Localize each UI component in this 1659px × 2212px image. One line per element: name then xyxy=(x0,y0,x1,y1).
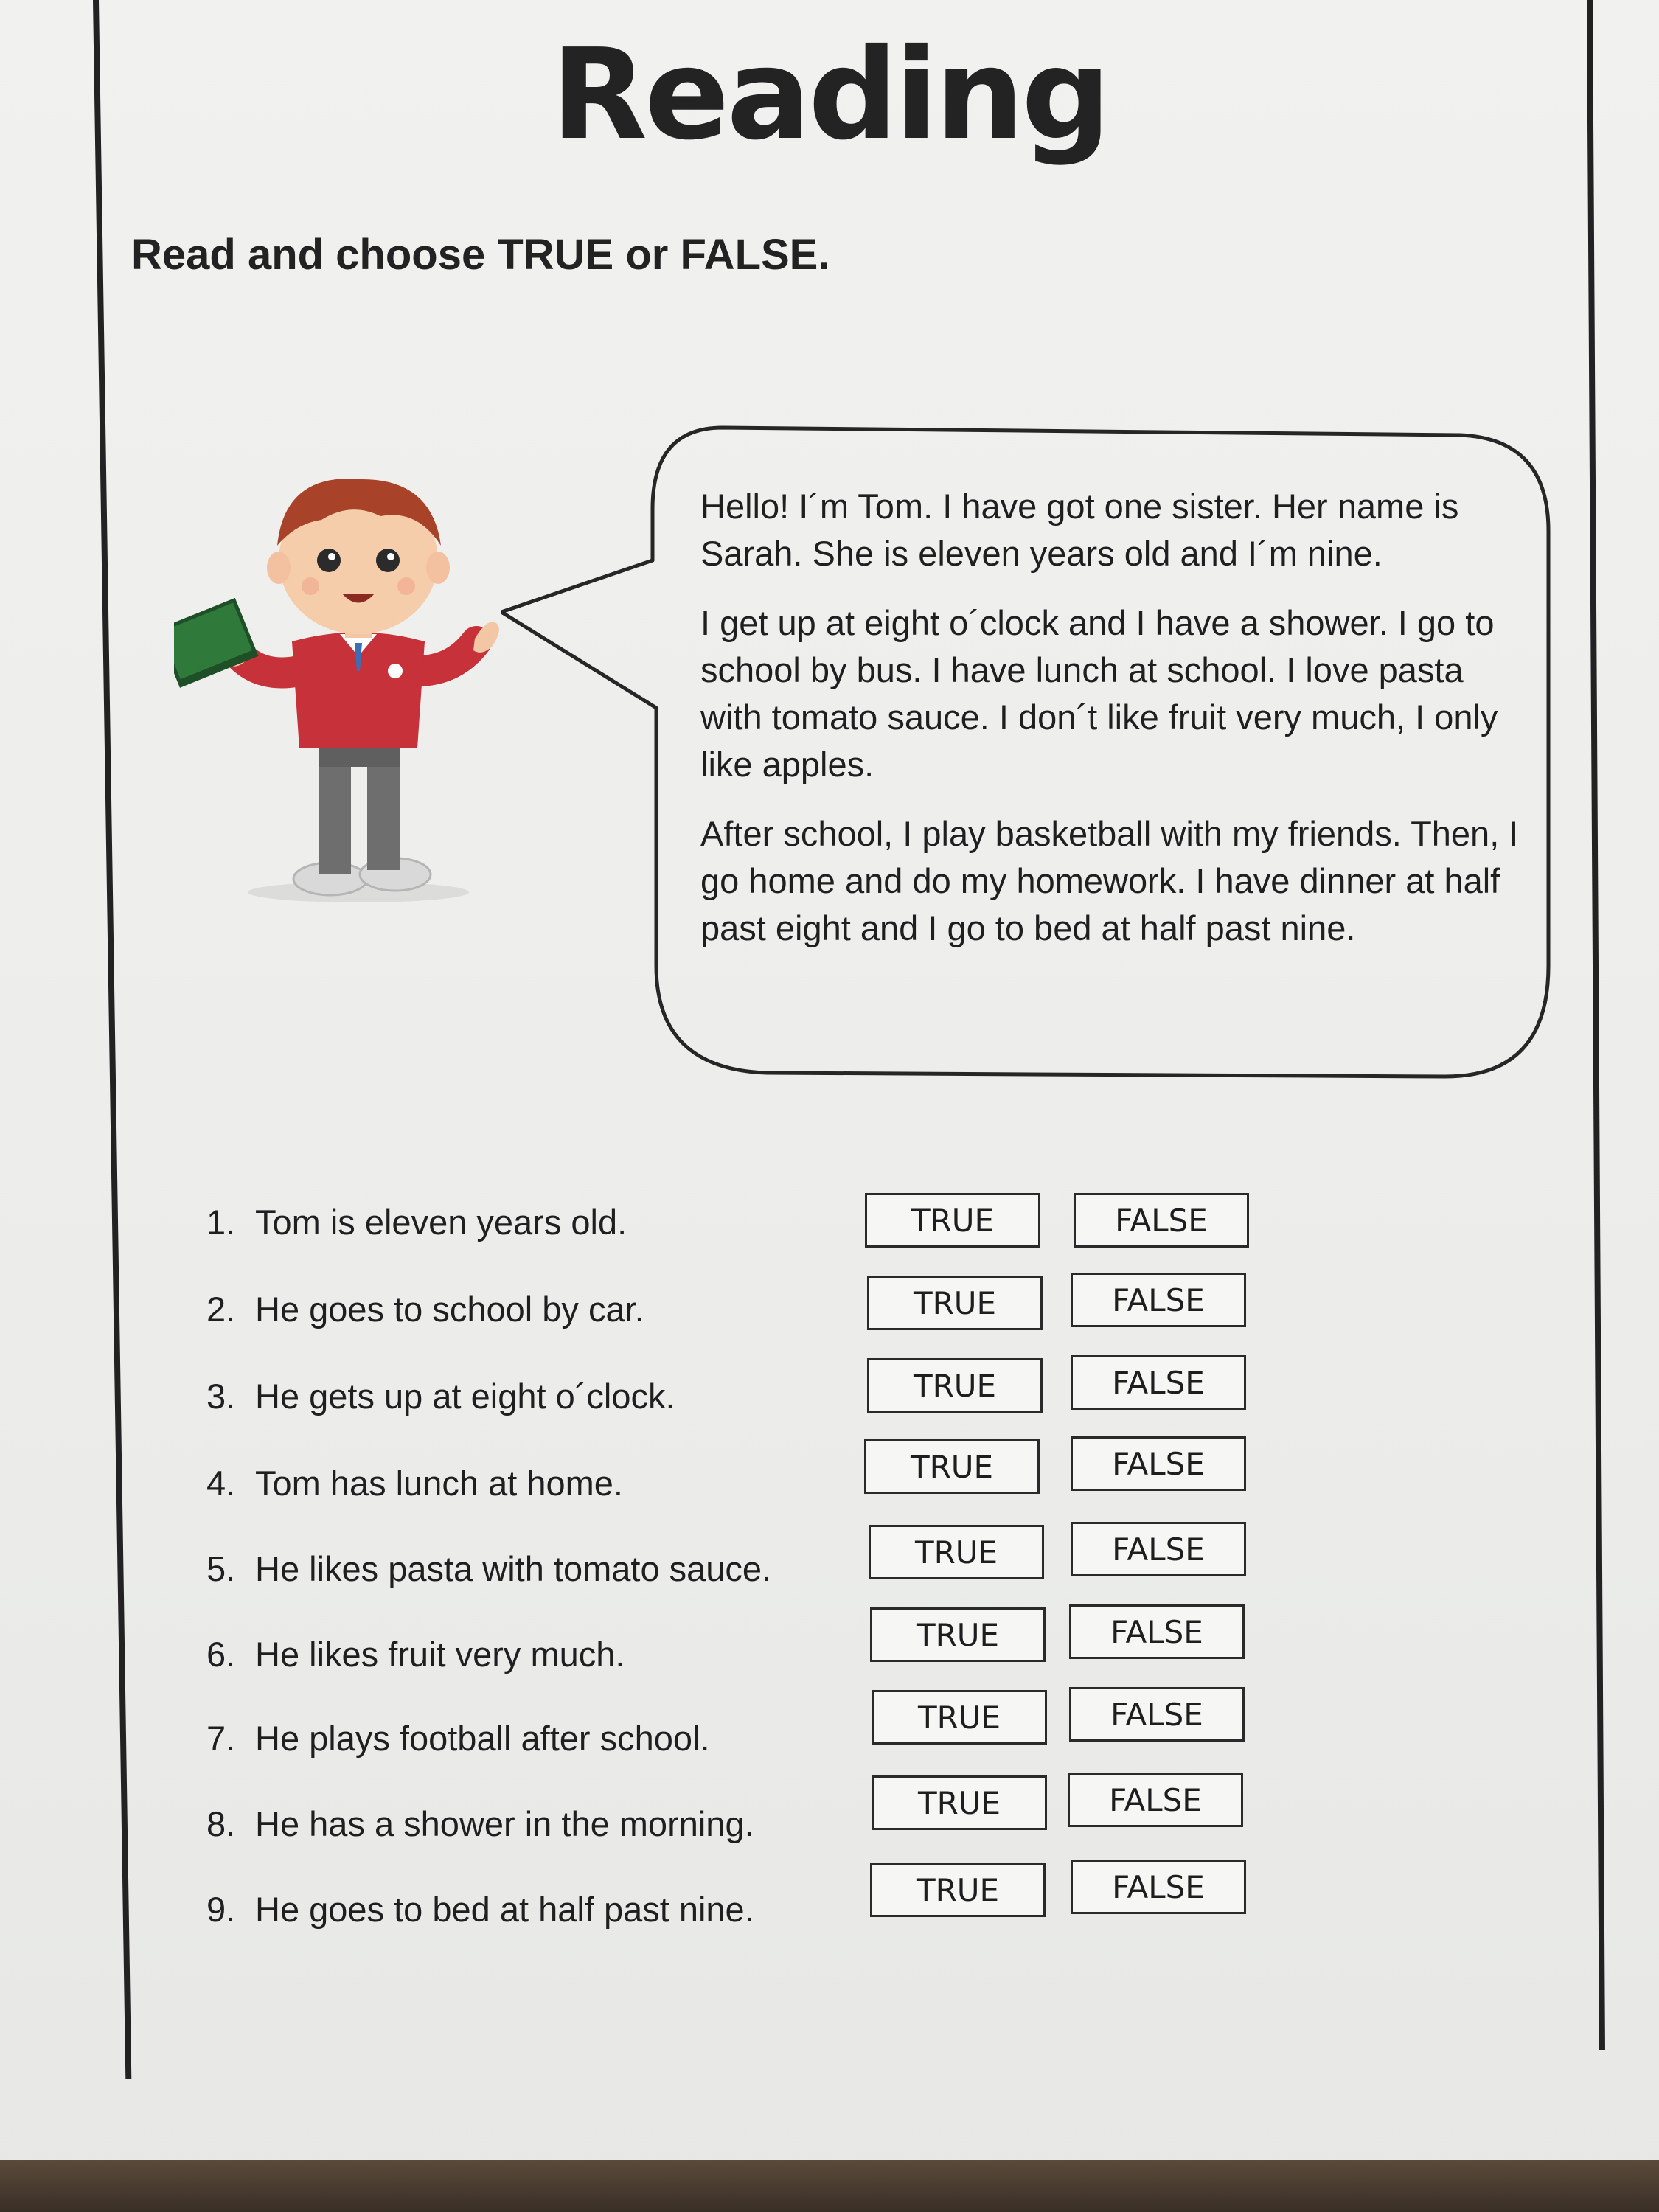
q8-true-box[interactable]: TRUE xyxy=(872,1775,1047,1830)
question-number: 8. xyxy=(206,1804,236,1843)
instruction-text: Read and choose TRUE or FALSE. xyxy=(131,231,830,279)
question-7 xyxy=(206,1718,710,1759)
question-2 xyxy=(206,1289,644,1329)
question-9 xyxy=(206,1889,754,1930)
q7-false-box[interactable]: FALSE xyxy=(1069,1687,1245,1742)
q9-false-box[interactable]: FALSE xyxy=(1071,1860,1246,1914)
question-text: He goes to school by car. xyxy=(255,1290,644,1329)
question-text: He likes fruit very much. xyxy=(255,1635,625,1674)
question-text: He likes pasta with tomato sauce. xyxy=(255,1549,772,1588)
bubble-paragraph-3: After school, I play basketball with my friends. Then, I go home and do my homework. I have dinner at half past eight and I go to bed at half past nine. xyxy=(700,814,1519,947)
q4-false-box[interactable]: FALSE xyxy=(1071,1436,1246,1491)
q1-false-box[interactable]: FALSE xyxy=(1074,1193,1249,1248)
question-text: He has a shower in the morning. xyxy=(255,1804,754,1843)
question-number: 7. xyxy=(206,1719,236,1758)
question-number: 5. xyxy=(206,1549,236,1588)
bubble-paragraph-2: I get up at eight o´clock and I have a shower. I go to school by bus. I have lunch at school. I love pasta with tomato sauce. I don´t like fruit very much, I only like apples. xyxy=(700,603,1498,784)
question-number: 3. xyxy=(206,1377,236,1416)
question-text: Tom is eleven years old. xyxy=(255,1203,627,1242)
page-title: Reading xyxy=(551,22,1108,168)
q2-true-box[interactable]: TRUE xyxy=(867,1276,1043,1330)
question-text: He goes to bed at half past nine. xyxy=(255,1890,754,1929)
left-border-line xyxy=(93,0,131,2079)
question-1 xyxy=(206,1202,627,1242)
question-3 xyxy=(206,1376,675,1416)
question-text: He gets up at eight o´clock. xyxy=(255,1377,675,1416)
q1-true-box[interactable]: TRUE xyxy=(865,1193,1040,1248)
q3-true-box[interactable]: TRUE xyxy=(867,1358,1043,1413)
right-border-line xyxy=(1587,0,1605,2050)
table-surface-strip xyxy=(0,2160,1659,2212)
q6-false-box[interactable]: FALSE xyxy=(1069,1604,1245,1659)
question-number: 2. xyxy=(206,1290,236,1329)
question-number: 9. xyxy=(206,1890,236,1929)
q9-true-box[interactable]: TRUE xyxy=(870,1863,1046,1917)
q7-true-box[interactable]: TRUE xyxy=(872,1690,1047,1745)
question-6 xyxy=(206,1634,625,1674)
q3-false-box[interactable]: FALSE xyxy=(1071,1355,1246,1410)
question-8 xyxy=(206,1804,754,1844)
question-text: Tom has lunch at home. xyxy=(255,1464,623,1503)
q5-false-box[interactable]: FALSE xyxy=(1071,1522,1246,1576)
q5-true-box[interactable]: TRUE xyxy=(869,1525,1044,1579)
speech-bubble-text xyxy=(700,483,1519,974)
bubble-paragraph-1: Hello! I´m Tom. I have got one sister. Her name is Sarah. She is eleven years old and I´m nine. xyxy=(700,487,1459,573)
question-text: He plays football after school. xyxy=(255,1719,710,1758)
q8-false-box[interactable]: FALSE xyxy=(1068,1773,1243,1827)
question-number: 1. xyxy=(206,1203,236,1242)
question-5 xyxy=(206,1548,771,1589)
q4-true-box[interactable]: TRUE xyxy=(864,1439,1040,1494)
q2-false-box[interactable]: FALSE xyxy=(1071,1273,1246,1327)
q6-true-box[interactable]: TRUE xyxy=(870,1607,1046,1662)
boy-character-illustration xyxy=(174,457,513,914)
question-number: 6. xyxy=(206,1635,236,1674)
question-number: 4. xyxy=(206,1464,236,1503)
question-4 xyxy=(206,1463,623,1503)
